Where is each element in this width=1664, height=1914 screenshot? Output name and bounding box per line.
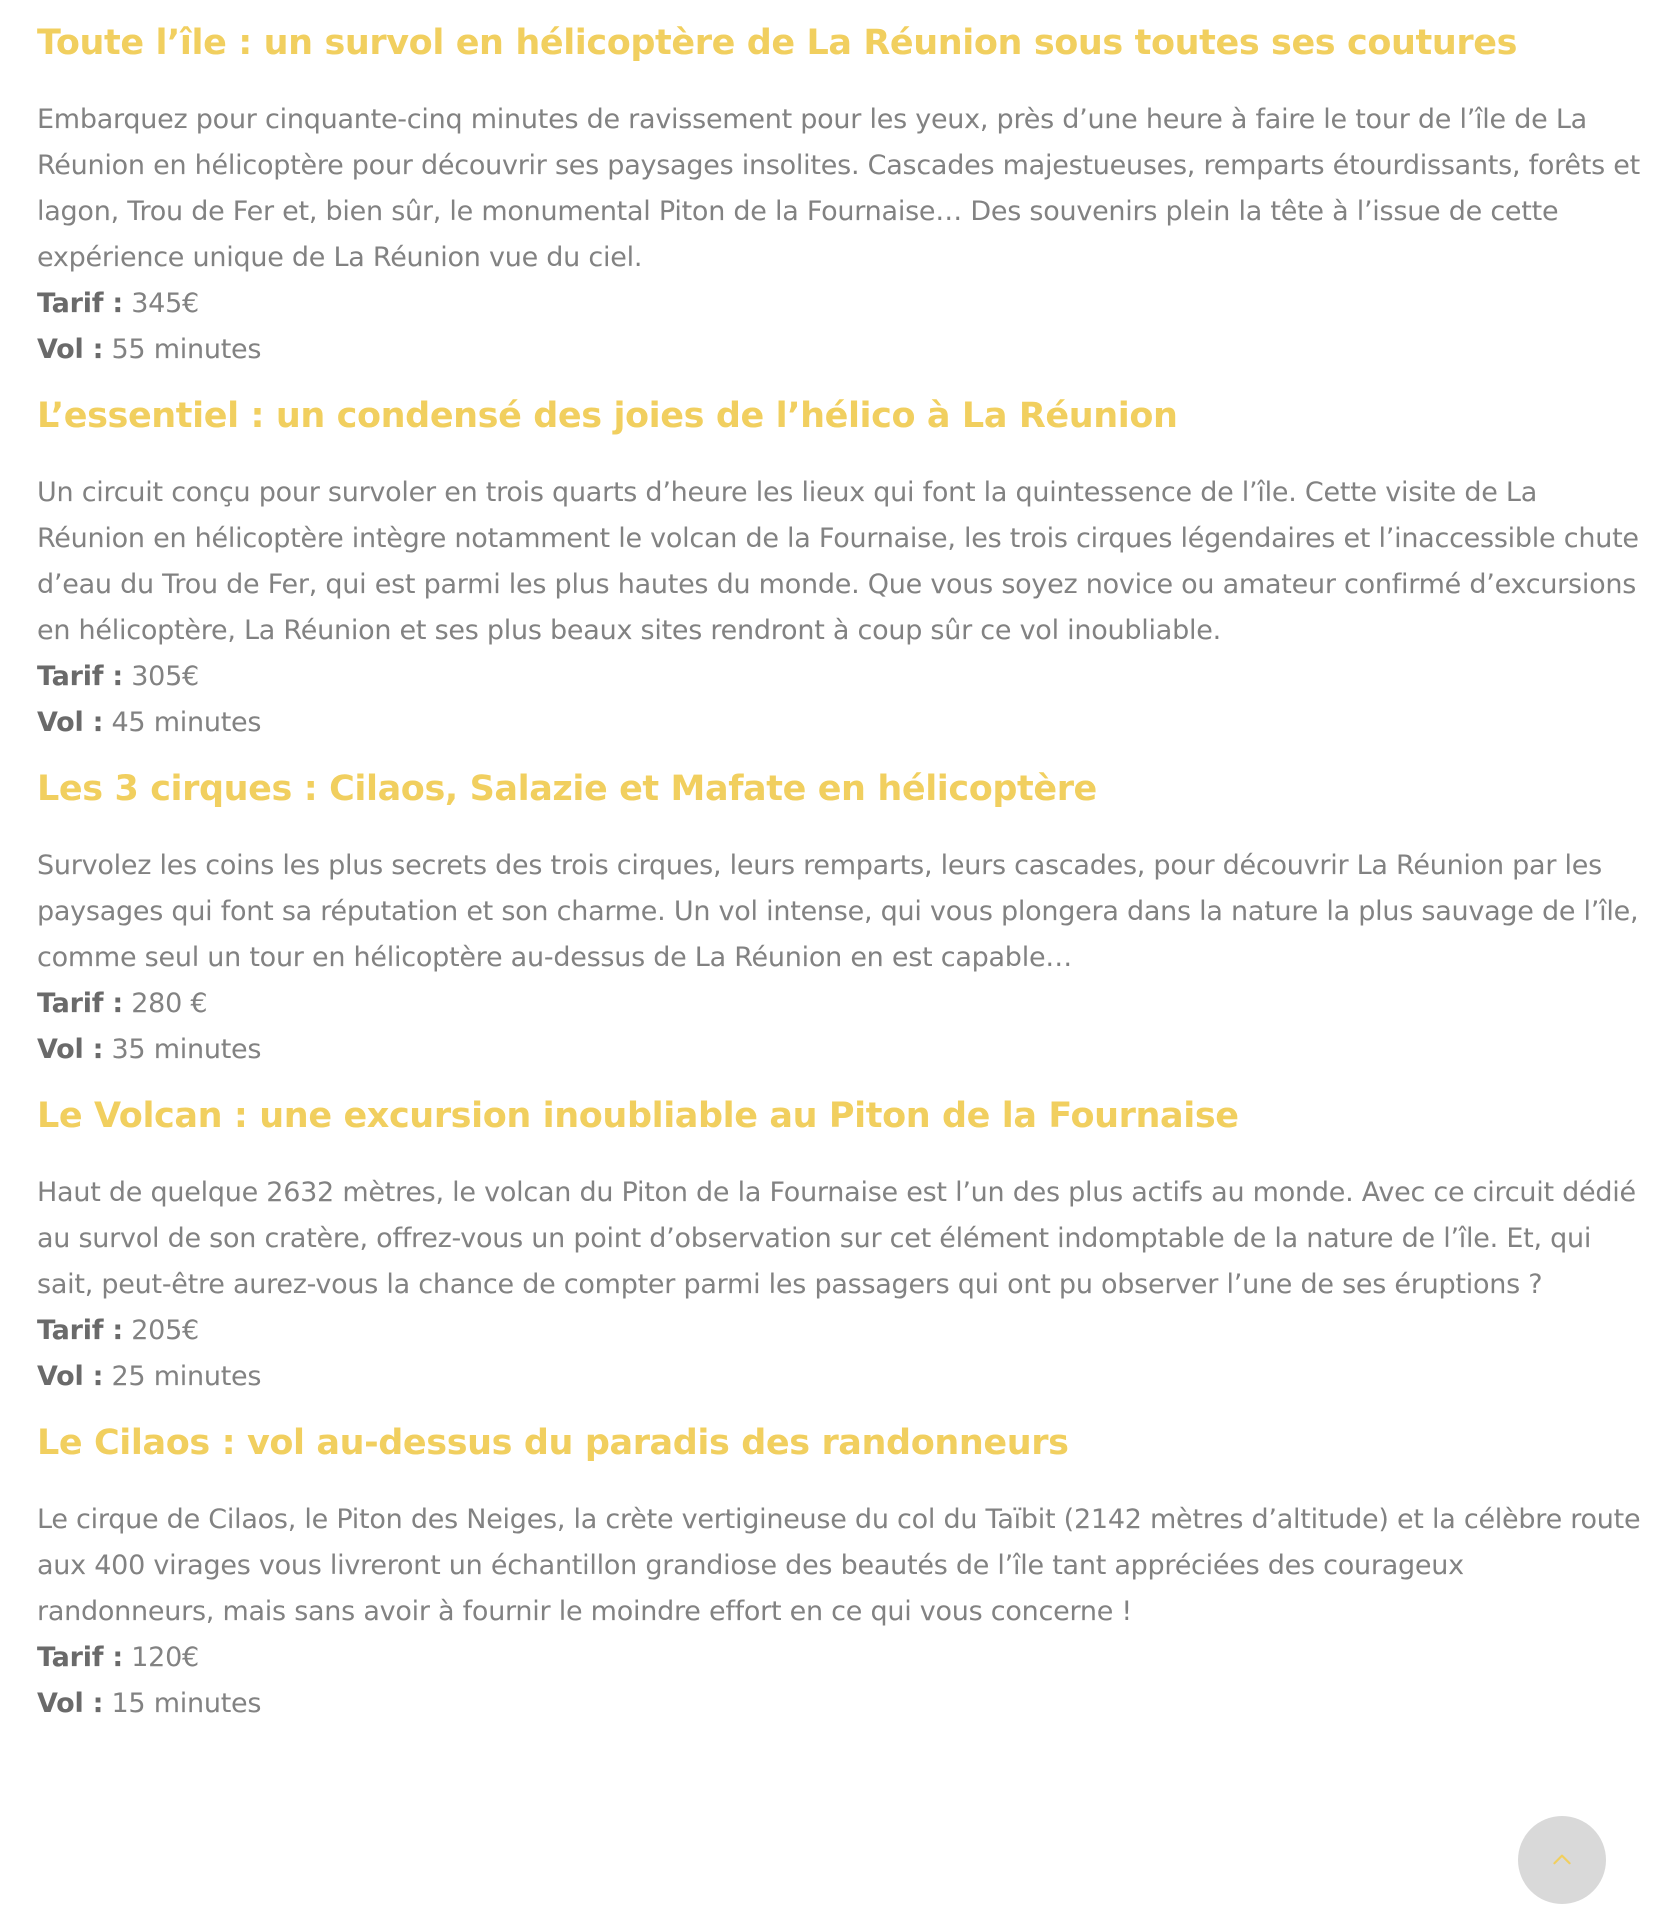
price-value: 205€ bbox=[122, 1315, 199, 1346]
price-label: Tarif : bbox=[37, 1642, 123, 1673]
offer-section bbox=[37, 1091, 1647, 1400]
price-value: 280 € bbox=[122, 988, 208, 1019]
offer-description: Un circuit conçu pour survoler en trois quarts d’heure les lieux qui font la quintessence de l’île. Cette visite de La Réunion en hélicoptère intègre notamment le volcan de la Fournaise, les trois cirques légendaires et l’inaccessible chute d’eau du Trou de Fer, qui est parmi les plus hautes du monde. Que vous soyez novice ou amateur confirmé d’excursions en hélicoptère, La Réunion et ses plus beaux sites rendront à coup sûr ce vol inoubliable. bbox=[37, 477, 1639, 646]
offer-title: Le Cilaos : vol au-dessus du paradis des randonneurs bbox=[37, 1423, 1069, 1463]
offer-description: Survolez les coins les plus secrets des trois cirques, leurs remparts, leurs cascades, pour découvrir La Réunion par les paysages qui font sa réputation et son charme. Un vol intense, qui vous plongera dans la nature la plus sauvage de l’île, comme seul un tour en hélicoptère au-dessus de La Réunion en est capable… bbox=[37, 850, 1639, 973]
duration-label: Vol : bbox=[37, 1034, 104, 1065]
price-label: Tarif : bbox=[37, 988, 123, 1019]
offer-title: L’essentiel : un condensé des joies de l’hélico à La Réunion bbox=[37, 396, 1178, 436]
duration-value: 45 minutes bbox=[103, 707, 262, 738]
price-label: Tarif : bbox=[37, 288, 123, 319]
duration-value: 15 minutes bbox=[103, 1688, 262, 1719]
chevron-up-icon bbox=[1549, 1847, 1575, 1873]
price-label: Tarif : bbox=[37, 1315, 123, 1346]
offer-price bbox=[37, 981, 1647, 1027]
offer-duration bbox=[37, 1027, 1647, 1073]
offer-duration bbox=[37, 1354, 1647, 1400]
offer-price bbox=[37, 1635, 1647, 1681]
offer-duration bbox=[37, 327, 1647, 373]
offer-description: Haut de quelque 2632 mètres, le volcan du Piton de la Fournaise est l’un des plus actifs au monde. Avec ce circuit dédié au survol de son cratère, offrez-vous un point d’observation sur cet élément indomptable de la nature de l’île. Et, qui sait, peut-être aurez-vous la chance de compter parmi les passagers qui ont pu observer l’une de ses éruptions ? bbox=[37, 1177, 1636, 1300]
offer-price bbox=[37, 281, 1647, 327]
article-content bbox=[37, 0, 1647, 1727]
duration-label: Vol : bbox=[37, 1688, 104, 1719]
price-value: 345€ bbox=[122, 288, 199, 319]
price-value: 305€ bbox=[122, 661, 199, 692]
duration-value: 35 minutes bbox=[103, 1034, 262, 1065]
offer-description: Embarquez pour cinquante-cinq minutes de ravissement pour les yeux, près d’une heure à faire le tour de l’île de La Réunion en hélicoptère pour découvrir ses paysages insolites. Cascades majestueuses, remparts étourdissants, forêts et lagon, Trou de Fer et, bien sûr, le monumental Piton de la Fournaise… Des souvenirs plein la tête à l’issue de cette expérience unique de La Réunion vue du ciel. bbox=[37, 104, 1640, 273]
duration-value: 55 minutes bbox=[103, 334, 262, 365]
offer-duration bbox=[37, 1681, 1647, 1727]
duration-label: Vol : bbox=[37, 1361, 104, 1392]
offer-price bbox=[37, 654, 1647, 700]
scroll-to-top-button[interactable] bbox=[1518, 1816, 1606, 1904]
duration-label: Vol : bbox=[37, 334, 104, 365]
duration-value: 25 minutes bbox=[103, 1361, 262, 1392]
duration-label: Vol : bbox=[37, 707, 104, 738]
offer-title: Le Volcan : une excursion inoubliable au Piton de la Fournaise bbox=[37, 1096, 1239, 1136]
offer-section bbox=[37, 18, 1647, 373]
offer-description: Le cirque de Cilaos, le Piton des Neiges, la crète vertigineuse du col du Taïbit (2142 mètres d’altitude) et la célèbre route aux 400 virages vous livreront un échantillon grandiose des beautés de l’île tant appréciées des courageux randonneurs, mais sans avoir à fournir le moindre effort en ce qui vous concerne ! bbox=[37, 1504, 1641, 1627]
price-label: Tarif : bbox=[37, 661, 123, 692]
offer-section bbox=[37, 391, 1647, 746]
offer-title: Toute l’île : un survol en hélicoptère de La Réunion sous toutes ses coutures bbox=[37, 23, 1518, 63]
offer-duration bbox=[37, 700, 1647, 746]
offer-price bbox=[37, 1308, 1647, 1354]
offer-section bbox=[37, 764, 1647, 1073]
offer-section bbox=[37, 1418, 1647, 1727]
price-value: 120€ bbox=[122, 1642, 199, 1673]
offer-title: Les 3 cirques : Cilaos, Salazie et Mafate en hélicoptère bbox=[37, 769, 1097, 809]
